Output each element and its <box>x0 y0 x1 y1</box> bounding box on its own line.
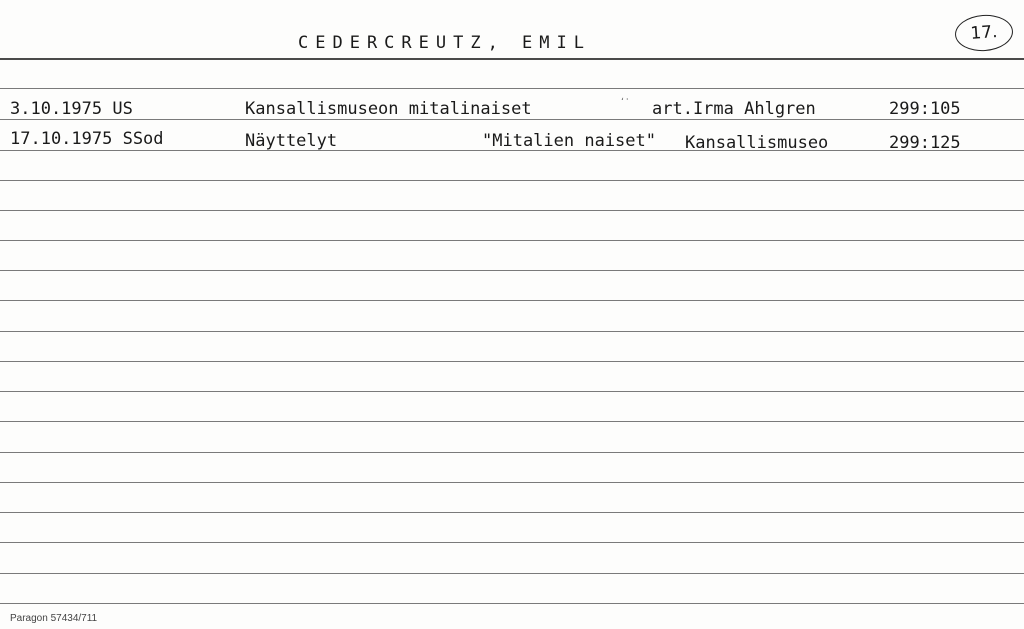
entry-2-author: Kansallismuseo <box>685 133 829 153</box>
rule-line <box>0 150 1024 151</box>
rule-line <box>0 331 1024 332</box>
entry-2-reference: 299:125 <box>889 133 961 153</box>
rule-line <box>0 180 1024 181</box>
rule-line <box>0 603 1024 604</box>
rule-line <box>0 573 1024 574</box>
rule-line <box>0 482 1024 483</box>
rule-line <box>0 240 1024 241</box>
entry-1-date-source: 3.10.1975 US <box>10 99 133 119</box>
rule-line <box>0 452 1024 453</box>
entry-1-author: art.Irma Ahlgren <box>652 99 816 119</box>
rule-line <box>0 542 1024 543</box>
rule-line <box>0 88 1024 89</box>
rule-line <box>0 361 1024 362</box>
rule-line <box>0 300 1024 301</box>
rule-line <box>0 270 1024 271</box>
stray-pen-mark: ʻʾ <box>620 97 630 106</box>
card-title: CEDERCREUTZ, EMIL <box>298 33 591 53</box>
rule-line <box>0 421 1024 422</box>
printer-imprint: Paragon 57434/711 <box>10 613 98 624</box>
entry-1-subject: Kansallismuseon mitalinaiset <box>245 99 532 119</box>
entry-1-reference: 299:105 <box>889 99 961 119</box>
rule-line <box>0 391 1024 392</box>
header-rule <box>0 58 1024 60</box>
rule-line <box>0 512 1024 513</box>
entry-2-date-source: 17.10.1975 SSod <box>10 129 164 149</box>
entry-2-note: "Mitalien naiset" <box>482 131 656 151</box>
rule-line <box>0 119 1024 120</box>
card-number-circled: 17. <box>954 13 1014 53</box>
rule-line <box>0 210 1024 211</box>
entry-2-subject: Näyttelyt <box>245 131 338 151</box>
